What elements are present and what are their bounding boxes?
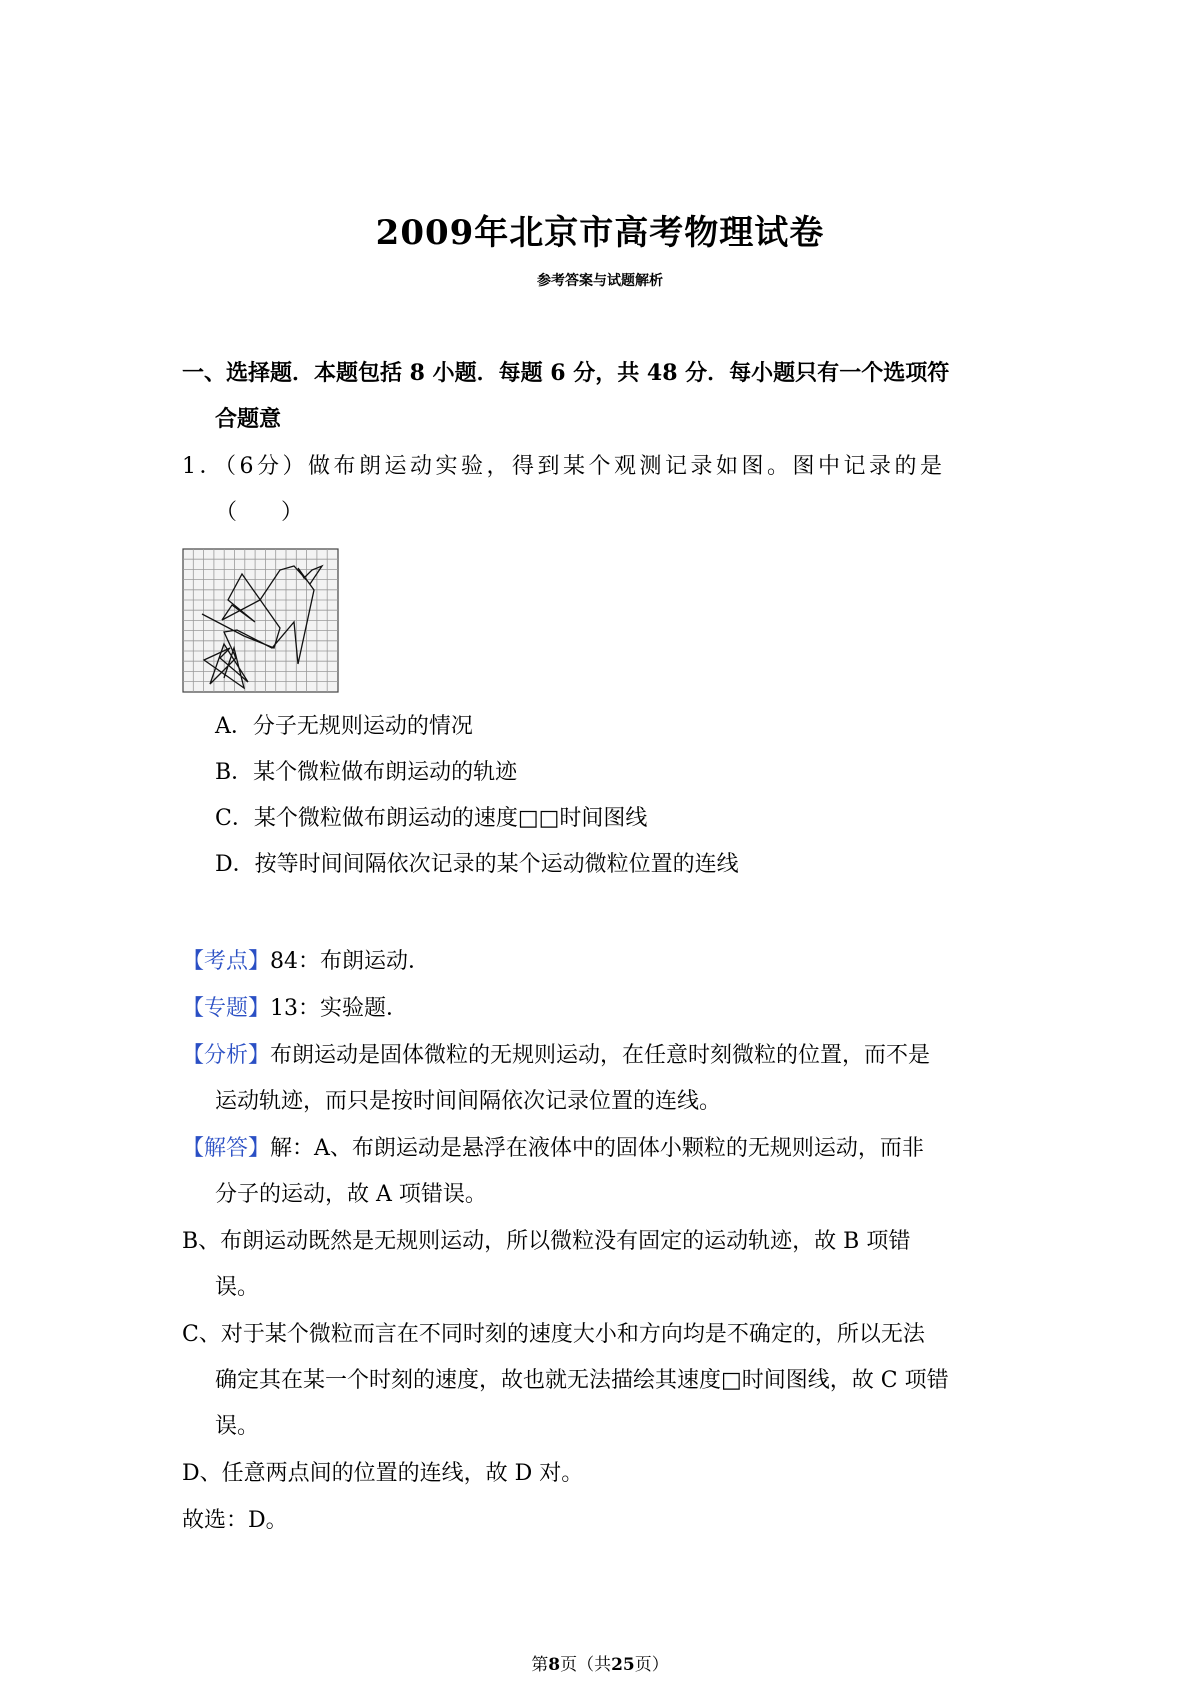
- fenxi-text-line1: 布朗运动是固体微粒的无规则运动，在任意时刻微粒的位置，而不是: [270, 1043, 931, 1068]
- explain-c-line1: C、对于某个微粒而言在不同时刻的速度大小和方向均是不确定的，所以无法: [182, 1322, 925, 1347]
- zhuanti-row: [182, 994, 408, 1024]
- option-c: C．某个微粒做布朗运动的速度□□时间图线: [215, 806, 648, 831]
- footer-page-number: 8: [548, 1655, 561, 1675]
- jieda-label: 【解答】: [182, 1136, 271, 1161]
- footer-suffix: 页）: [634, 1655, 669, 1675]
- option-b: B．某个微粒做布朗运动的轨迹: [215, 760, 518, 785]
- page-footer: [0, 1650, 1200, 1675]
- question-stem-line1: 1．（6分）做布朗运动实验，得到某个观测记录如图。图中记录的是: [182, 454, 946, 479]
- explain-d-line1: D、任意两点间的位置的连线，故 D 对。: [182, 1461, 584, 1486]
- page-subtitle: 参考答案与试题解析: [537, 273, 663, 289]
- option-a: A．分子无规则运动的情况: [215, 714, 473, 739]
- explain-c-line3: 误。: [215, 1414, 260, 1439]
- explain-c-line2: 确定其在某一个时刻的速度，故也就无法描绘其速度□时间图线，故 C 项错: [215, 1368, 949, 1393]
- fenxi-label: 【分析】: [182, 1043, 271, 1068]
- jieda-row: [182, 1134, 924, 1164]
- footer-middle: 页（共: [560, 1655, 612, 1675]
- fenxi-row: [182, 1041, 930, 1071]
- option-d: D．按等时间间隔依次记录的某个运动微粒位置的连线: [215, 852, 739, 877]
- jieda-text-line2: 分子的运动，故 A 项错误。: [215, 1182, 487, 1207]
- zhuanti-label: 【专题】: [182, 996, 271, 1021]
- kaodian-row: [182, 947, 430, 977]
- section-heading-line1: 一、选择题．本题包括 8 小题．每题 6 分，共 48 分．每小题只有一个选项符: [182, 360, 950, 386]
- jieda-text-line1: 解：A、布朗运动是悬浮在液体中的固体小颗粒的无规则运动，而非: [270, 1136, 924, 1161]
- footer-prefix: 第: [531, 1655, 549, 1675]
- kaodian-text: 84：布朗运动．: [270, 949, 431, 974]
- final-answer: 故选：D。: [182, 1508, 288, 1533]
- explain-b-line1: B、布朗运动既然是无规则运动，所以微粒没有固定的运动轨迹，故 B 项错: [182, 1229, 911, 1254]
- kaodian-label: 【考点】: [182, 949, 271, 974]
- fenxi-text-line2: 运动轨迹，而只是按时间间隔依次记录位置的连线。: [215, 1089, 722, 1114]
- explain-b-line2: 误。: [215, 1275, 260, 1300]
- question-stem-line2: （ ）: [215, 500, 304, 525]
- brownian-motion-trace-grid-icon: [182, 548, 340, 694]
- section-heading-line2: 合题意: [215, 406, 282, 432]
- page-title: 2009年北京市高考物理试卷: [375, 213, 825, 253]
- zhuanti-text: 13：实验题．: [270, 996, 409, 1021]
- footer-total-pages: 25: [611, 1655, 635, 1675]
